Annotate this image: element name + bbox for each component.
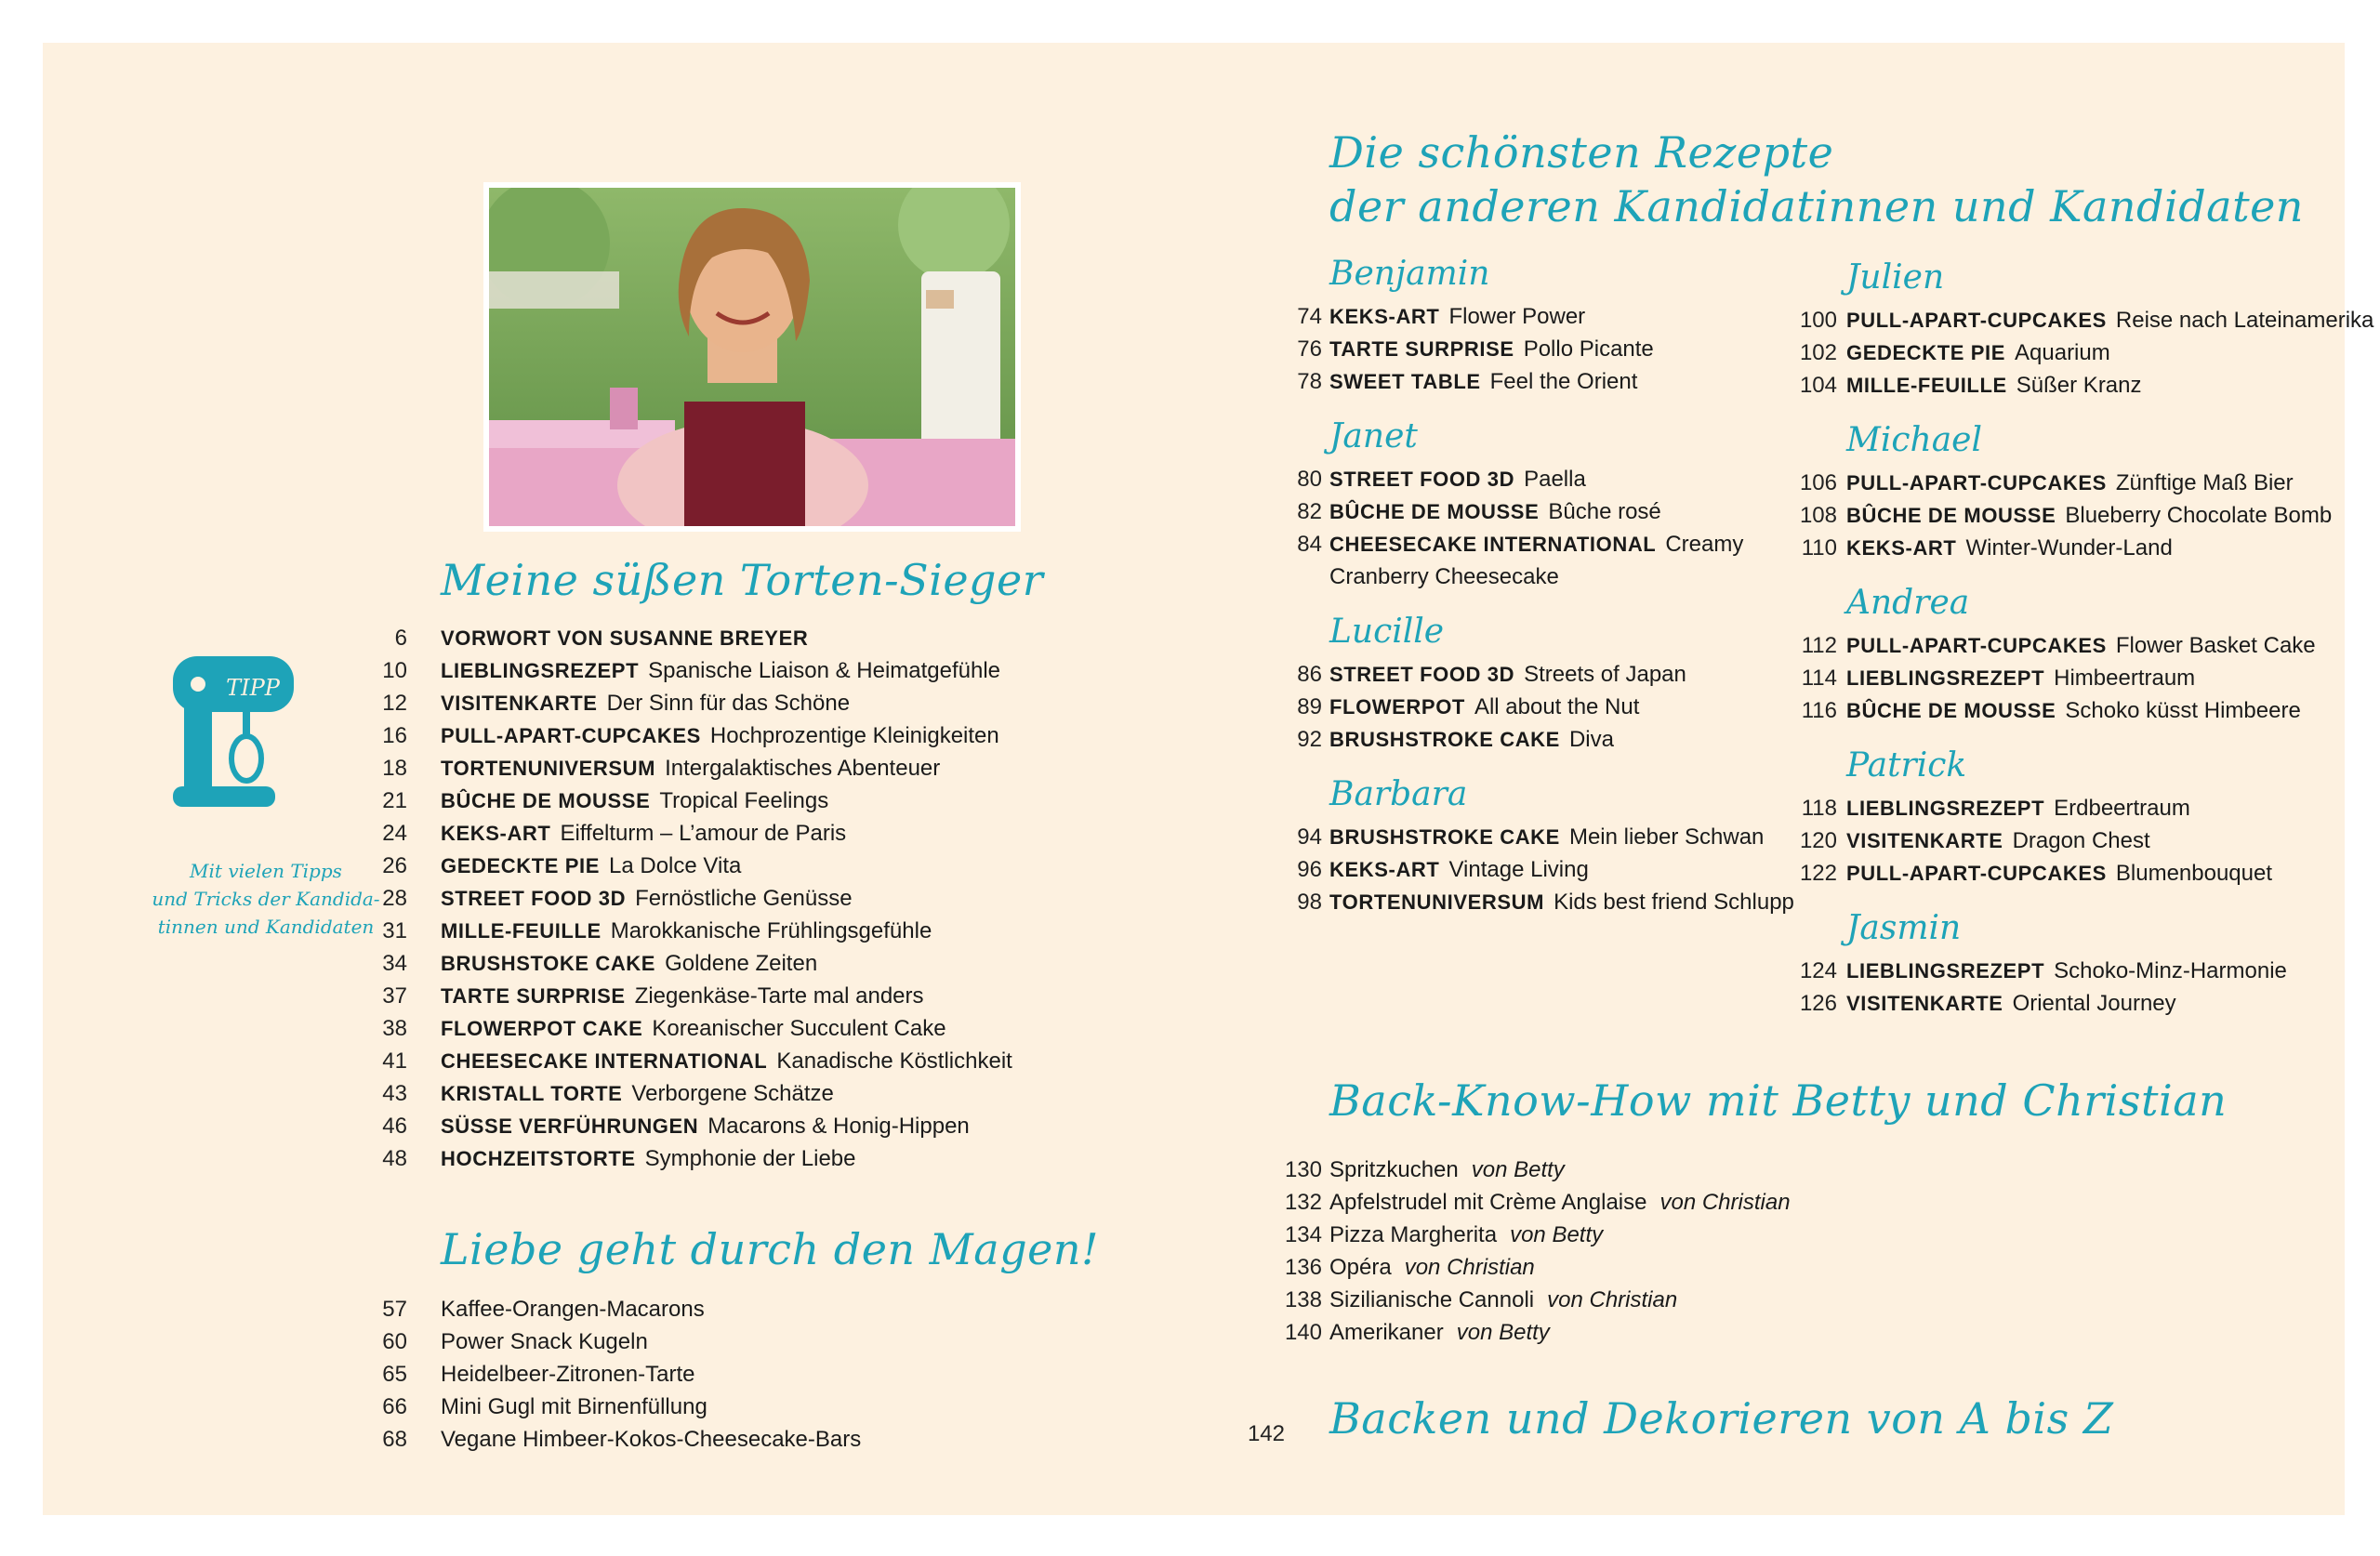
entry-category: FLOWERPOT CAKE (441, 1017, 643, 1040)
entry-category: CHEESECAKE INTERNATIONAL (1329, 533, 1657, 556)
entry-category: PULL-APART-CUPCAKES (1846, 862, 2107, 885)
page-number: 41 (382, 1048, 407, 1074)
entry-category: CHEESECAKE INTERNATIONAL (441, 1049, 768, 1073)
page-number: 120 (1799, 828, 1837, 853)
entry-title: Power Snack Kugeln (441, 1329, 648, 1354)
section-title-torten-sieger: Meine süßen Torten-Sieger (441, 555, 1044, 605)
entry-text (441, 1294, 705, 1325)
entry-category: GEDECKTE PIE (441, 854, 601, 877)
page-number: 76 (1297, 336, 1322, 362)
entry-text (1329, 366, 1637, 398)
entry-text (441, 916, 932, 947)
entry-title: Kanadische Köstlichkeit (776, 1048, 1012, 1074)
toc-entry[interactable] (43, 1046, 1012, 1077)
page-number: 98 (1297, 890, 1322, 915)
section-title-a-bis-z: Backen und Dekorieren von A bis Z (1329, 1393, 2114, 1444)
entry-text (441, 720, 999, 752)
entry-text (1846, 956, 2287, 987)
entry-title: Schoko-Minz-Harmonie (2054, 958, 2287, 983)
page-number: 82 (1297, 499, 1322, 524)
entry-text (1846, 695, 2301, 727)
entry-category: STREET FOOD 3D (441, 887, 627, 910)
candidate-name: Benjamin (1329, 255, 1490, 293)
toc-entry[interactable] (43, 753, 941, 785)
page-number: 108 (1799, 503, 1837, 528)
toc-entry[interactable] (43, 1111, 970, 1142)
entry-text (1329, 1317, 1550, 1349)
entry-title: Pizza Margherita (1329, 1222, 1498, 1247)
page-number: 80 (1297, 467, 1322, 492)
entry-title: Kids best friend Schlupp (1554, 890, 1794, 915)
entry-title: Macarons & Honig-Hippen (707, 1114, 970, 1139)
candidate-name: Andrea (1846, 584, 1970, 622)
entry-title: Erdbeertraum (2054, 796, 2190, 821)
entry-text (441, 1326, 648, 1358)
right-title-line1: Die schönsten Rezepte (1329, 127, 1834, 178)
entry-category: KEKS-ART (1329, 858, 1440, 881)
entry-category: BRUSHSTOKE CAKE (441, 952, 656, 975)
entry-title: La Dolce Vita (609, 853, 742, 878)
toc-entry[interactable] (43, 1391, 707, 1423)
page-number: 130 (1284, 1157, 1322, 1182)
entry-text (1846, 370, 2142, 402)
entry-category: BRUSHSTROKE CAKE (1329, 728, 1560, 751)
entry-text (441, 883, 853, 915)
entry-text (1846, 468, 2294, 499)
entry-title: Spritzkuchen (1329, 1157, 1459, 1182)
entry-category: BÛCHE DE MOUSSE (1846, 504, 2056, 527)
entry-title: Eiffelturm – L’amour de Paris (560, 821, 847, 846)
photo-illustration (489, 188, 1015, 526)
page-number: 34 (382, 951, 407, 976)
page-number: 118 (1801, 796, 1837, 821)
entry-text (441, 1391, 707, 1423)
entry-text (1329, 529, 1743, 560)
entry-title: Creamy (1665, 532, 1744, 557)
entry-text (1846, 988, 2176, 1020)
entry-text (1329, 1285, 1677, 1316)
entry-title: Der Sinn für das Schöne (606, 691, 851, 716)
entry-category: TORTENUNIVERSUM (441, 757, 656, 780)
entry-title: Dragon Chest (2012, 828, 2150, 853)
candidate-name: Michael (1846, 421, 1983, 459)
entry-text (441, 1013, 946, 1045)
entry-category: KEKS-ART (1846, 536, 1957, 560)
entry-text (441, 1111, 970, 1142)
entry-title: Feel the Orient (1489, 369, 1638, 394)
page-number: 112 (1801, 633, 1837, 658)
entry-category: VISITENKARTE (1846, 829, 2003, 852)
page-number: 46 (382, 1114, 407, 1139)
toc-entry[interactable] (43, 1078, 834, 1110)
page-number: 142 (1247, 1421, 1285, 1446)
entry-text (1329, 887, 1794, 918)
entry-category: PULL-APART-CUPCAKES (1846, 309, 2107, 332)
entry-title: Mein lieber Schwan (1568, 824, 1765, 850)
entry-category: SWEET TABLE (1329, 370, 1481, 393)
entry-title: Vegane Himbeer-Kokos-Cheesecake-Bars (441, 1427, 862, 1452)
entry-category: KEKS-ART (441, 822, 551, 845)
entry-category: FLOWERPOT (1329, 695, 1465, 719)
entry-title: Symphonie der Liebe (644, 1146, 856, 1171)
entry-title: Marokkanische Frühlingsgefühle (610, 918, 932, 943)
entry-category: BÛCHE DE MOUSSE (441, 789, 651, 812)
entry-author: von Christian (1659, 1190, 1791, 1215)
entry-category: PULL-APART-CUPCAKES (1846, 634, 2107, 657)
entry-category: BRUSHSTROKE CAKE (1329, 825, 1560, 849)
page-number: 6 (394, 626, 407, 651)
entry-title: Himbeertraum (2054, 666, 2196, 691)
entry-text (1846, 858, 2272, 890)
page-number: 57 (382, 1297, 407, 1322)
page-number: 126 (1799, 991, 1837, 1016)
entry-text (441, 688, 850, 719)
presenter-photo (483, 182, 1021, 532)
entry-category: STREET FOOD 3D (1329, 468, 1515, 491)
page-number: 10 (382, 658, 407, 683)
page-number: 18 (382, 756, 407, 781)
entry-title: Verborgene Schätze (631, 1081, 834, 1106)
entry-text (441, 1143, 856, 1175)
toc-entry[interactable] (43, 916, 932, 947)
entry-category: VISITENKARTE (1846, 992, 2003, 1015)
section-title-know-how: Back-Know-How mit Betty und Christian (1329, 1075, 2228, 1126)
page-number: 116 (1801, 698, 1837, 723)
page-number: 38 (382, 1016, 407, 1041)
entry-author: von Betty (1471, 1157, 1565, 1182)
entry-title-continued: Cranberry Cheesecake (1329, 564, 1559, 589)
page-number: 92 (1297, 727, 1322, 752)
entry-category: GEDECKTE PIE (1846, 341, 2006, 364)
page-number: 31 (382, 918, 407, 943)
entry-text (1329, 854, 1589, 886)
page-number: 86 (1297, 662, 1322, 687)
page-number: 68 (382, 1427, 407, 1452)
page-number: 122 (1799, 861, 1837, 886)
entry-text (1329, 496, 1661, 528)
entry-category: PULL-APART-CUPCAKES (441, 724, 701, 747)
entry-text (1329, 1220, 1603, 1251)
entry-text (1846, 825, 2150, 857)
entry-text (441, 1424, 861, 1456)
entry-category: BÛCHE DE MOUSSE (1329, 500, 1540, 523)
entry-category: KEKS-ART (1329, 305, 1440, 328)
toc-entry[interactable] (43, 1359, 695, 1391)
entry-text (1329, 1187, 1791, 1219)
entry-title: Tropical Feelings (659, 788, 829, 813)
entry-text (1329, 724, 1614, 756)
entry-title: Fernöstliche Genüsse (635, 886, 853, 911)
book-spread (43, 43, 2374, 1515)
candidate-name: Julien (1846, 258, 1945, 297)
entry-title: Diva (1568, 727, 1614, 752)
entry-text (1329, 1252, 1535, 1284)
page-number: 12 (382, 691, 407, 716)
entry-title: All about the Nut (1474, 694, 1640, 719)
entry-text (1846, 793, 2190, 824)
entry-category: LIEBLINGSREZEPT (1846, 797, 2045, 820)
entry-category: TARTE SURPRISE (1329, 337, 1514, 361)
entry-title: Opéra (1329, 1255, 1392, 1280)
page-number: 66 (382, 1394, 407, 1419)
page-number: 21 (382, 788, 407, 813)
page-number: 26 (382, 853, 407, 878)
entry-text (1846, 630, 2316, 662)
entry-title: Kaffee-Orangen-Macarons (441, 1297, 705, 1322)
entry-title: Koreanischer Succulent Cake (652, 1016, 946, 1041)
page-number: 89 (1297, 694, 1322, 719)
entry-text (1329, 659, 1686, 691)
page-number: 48 (382, 1146, 407, 1171)
entry-title: Flower Basket Cake (2115, 633, 2316, 658)
page-number: 138 (1284, 1287, 1322, 1312)
entry-title: Bûche rosé (1548, 499, 1661, 524)
entry-title: Amerikaner (1329, 1320, 1444, 1345)
page-number: 104 (1799, 373, 1837, 398)
entry-category: BÛCHE DE MOUSSE (1846, 699, 2056, 722)
entry-title: Blueberry Chocolate Bomb (2065, 503, 2333, 528)
candidate-name: Lucille (1329, 613, 1445, 651)
entry-text (441, 1078, 834, 1110)
section-title-liebe-magen: Liebe geht durch den Magen! (441, 1224, 1099, 1274)
entry-text (441, 1359, 694, 1391)
entry-author: von Betty (1456, 1320, 1550, 1345)
entry-text (1846, 500, 2332, 532)
entry-author: von Christian (1547, 1287, 1678, 1312)
entry-title: Spanische Liaison & Heimatgefühle (648, 658, 1001, 683)
page-number: 106 (1799, 470, 1837, 495)
entry-title: Ziegenkäse-Tarte mal anders (634, 983, 924, 1009)
entry-author: von Betty (1510, 1222, 1604, 1247)
entry-text (441, 1046, 1012, 1077)
page-number: 94 (1297, 824, 1322, 850)
candidate-name: Barbara (1329, 775, 1468, 813)
page-number: 124 (1799, 958, 1837, 983)
entry-title: Pollo Picante (1523, 336, 1654, 362)
entry-text (441, 785, 828, 817)
entry-text (441, 753, 940, 785)
page-number: 136 (1284, 1255, 1322, 1280)
tipp-caption: Mit vielen Tipps und Tricks der Kandida- tinnen und Kandidaten (152, 860, 380, 938)
entry-title: Heidelbeer-Zitronen-Tarte (441, 1362, 695, 1387)
entry-category: PULL-APART-CUPCAKES (1846, 471, 2107, 494)
entry-title: Mini Gugl mit Birnenfüllung (441, 1394, 707, 1419)
entry-category: SÜSSE VERFÜHRUNGEN (441, 1114, 699, 1138)
page-number: 78 (1297, 369, 1322, 394)
entry-text (1846, 305, 2373, 336)
entry-author: von Christian (1404, 1255, 1535, 1280)
page-number: 100 (1799, 308, 1837, 333)
entry-title: Blumenbouquet (2115, 861, 2273, 886)
page-number: 74 (1297, 304, 1322, 329)
mixer-icon (164, 647, 303, 814)
entry-text (441, 623, 817, 654)
entry-category: TARTE SURPRISE (441, 984, 626, 1008)
entry-title: Süßer Kranz (2016, 373, 2142, 398)
page-number: 84 (1297, 532, 1322, 557)
page-number: 16 (382, 723, 407, 748)
entry-text (1329, 301, 1585, 333)
entry-category: VISITENKARTE (441, 692, 598, 715)
entry-text (441, 818, 846, 850)
page-number: 102 (1799, 340, 1837, 365)
candidate-name: Jasmin (1846, 909, 1962, 947)
page-number: 24 (382, 821, 407, 846)
entry-text (1846, 337, 2110, 369)
page-number: 114 (1801, 666, 1837, 691)
entry-category: LIEBLINGSREZEPT (1846, 666, 2045, 690)
entry-text (1329, 464, 1586, 495)
entry-title: Sizilianische Cannoli (1329, 1287, 1535, 1312)
entry-text (441, 655, 1000, 687)
entry-text (1329, 822, 1764, 853)
entry-text (441, 851, 741, 882)
entry-title: Winter-Wunder-Land (1965, 535, 2173, 560)
page-number: 43 (382, 1081, 407, 1106)
entry-text (1329, 334, 1654, 365)
page-number: 140 (1284, 1320, 1322, 1345)
entry-category: VORWORT VON SUSANNE BREYER (441, 626, 809, 650)
entry-category: MILLE-FEUILLE (1846, 374, 2007, 397)
page-number: 96 (1297, 857, 1322, 882)
entry-text (441, 948, 817, 980)
page-number: 28 (382, 886, 407, 911)
entry-category: HOCHZEITSTORTE (441, 1147, 636, 1170)
entry-title: Schoko küsst Himbeere (2065, 698, 2301, 723)
candidate-name: Janet (1329, 417, 1418, 455)
entry-text (1846, 533, 2173, 564)
entry-title: Flower Power (1448, 304, 1586, 329)
entry-title: Intergalaktisches Abenteuer (665, 756, 941, 781)
entry-category: MILLE-FEUILLE (441, 919, 602, 943)
entry-category: LIEBLINGSREZEPT (1846, 959, 2045, 982)
page-number: 37 (382, 983, 407, 1009)
entry-category: TORTENUNIVERSUM (1329, 890, 1545, 914)
entry-text (1329, 692, 1639, 723)
entry-text (441, 981, 924, 1012)
candidate-name: Patrick (1846, 746, 1967, 785)
entry-title: Paella (1524, 467, 1586, 492)
entry-category: STREET FOOD 3D (1329, 663, 1515, 686)
page-number: 60 (382, 1329, 407, 1354)
entry-title: Streets of Japan (1524, 662, 1686, 687)
entry-title: Reise nach Lateinamerika (2115, 308, 2374, 333)
page-number: 110 (1801, 535, 1837, 560)
entry-text (1846, 663, 2195, 694)
entry-category: KRISTALL TORTE (441, 1082, 623, 1105)
page-number: 132 (1284, 1190, 1322, 1215)
entry-title: Zünftige Maß Bier (2115, 470, 2294, 495)
toc-entry[interactable] (43, 1252, 1535, 1284)
page-number: 134 (1284, 1222, 1322, 1247)
tipp-badge: TIPP (226, 675, 280, 701)
toc-entry[interactable] (43, 1187, 1791, 1219)
entry-title: Aquarium (2015, 340, 2110, 365)
toc-entry[interactable] (43, 1424, 862, 1456)
entry-title: Vintage Living (1448, 857, 1589, 882)
entry-text (1329, 1154, 1565, 1186)
entry-title: Oriental Journey (2012, 991, 2176, 1016)
page-number: 65 (382, 1362, 407, 1387)
entry-category: LIEBLINGSREZEPT (441, 659, 640, 682)
entry-title: Hochprozentige Kleinigkeiten (709, 723, 999, 748)
right-title-line2: der anderen Kandidatinnen und Kandidaten (1329, 181, 2304, 231)
entry-title: Goldene Zeiten (665, 951, 818, 976)
entry-title: Apfelstrudel mit Crème Anglaise (1329, 1190, 1647, 1215)
